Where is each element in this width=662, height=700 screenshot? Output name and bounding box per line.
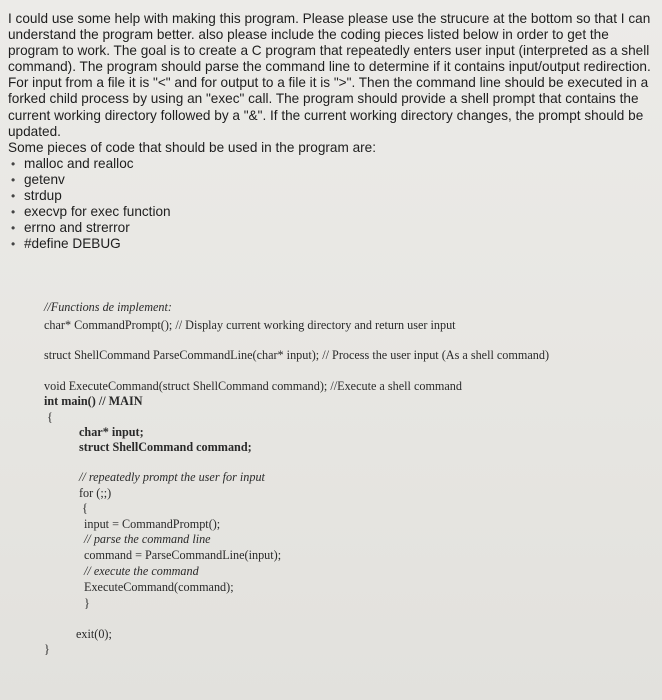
code-comment: //Functions de implement: [44, 300, 172, 314]
code-line: input = CommandPrompt(); [84, 517, 221, 531]
question-intro: Some pieces of code that should be used in the program are: [8, 139, 377, 155]
code-line: ExecuteCommand(command); [84, 580, 234, 594]
code-line: char* CommandPrompt(); // Display current working directory and return user input [44, 318, 456, 332]
code-comment: // repeatedly prompt the user for input [79, 470, 265, 484]
code-line: for (;;) [79, 486, 112, 500]
question-text [8, 11, 658, 252]
list-item: • execvp for exec function [8, 204, 658, 220]
list-item: • getenv [8, 172, 658, 188]
code-line: int main() // MAIN [44, 394, 143, 408]
list-item: • #define DEBUG [8, 236, 658, 252]
code-line: command = ParseCommandLine(input); [84, 548, 282, 562]
code-line: struct ShellCommand ParseCommandLine(char* input); // Process the user input (As a shell command) [44, 348, 550, 362]
list-item: • errno and strerror [8, 220, 658, 236]
code-comment: // parse the command line [84, 532, 211, 546]
question-paragraph: I could use some help with making this program. Please please use the strucure at the bottom so that I can understand the program better. also please include the coding pieces listed below in order to get the program to work. The goal is to create a C program that repeatedly enters user input (interpreted as a shell command). The program should parse the command line to determine if it contains input/output redirection. For input from a file it is "<" and for output to a file it is ">". Then the command line should be executed in a forked child process by using an "exec" call. The program should provide a shell prompt that contains the current working directory followed by a "&". If the current working directory changes, the prompt should be updated. [8, 11, 651, 139]
code-line: void ExecuteCommand(struct ShellCommand command); //Execute a shell command [44, 379, 462, 393]
list-item: • malloc and realloc [8, 156, 658, 172]
required-pieces-list [8, 156, 658, 253]
code-brace: { [82, 501, 88, 515]
code-comment: // execute the command [84, 564, 199, 578]
code-brace: } [44, 642, 50, 656]
code-line: struct ShellCommand command; [79, 440, 252, 454]
code-brace: { [47, 410, 53, 424]
code-brace: } [84, 596, 90, 610]
list-item: • strdup [8, 188, 658, 204]
code-line: exit(0); [76, 627, 112, 641]
code-line: char* input; [79, 425, 144, 439]
